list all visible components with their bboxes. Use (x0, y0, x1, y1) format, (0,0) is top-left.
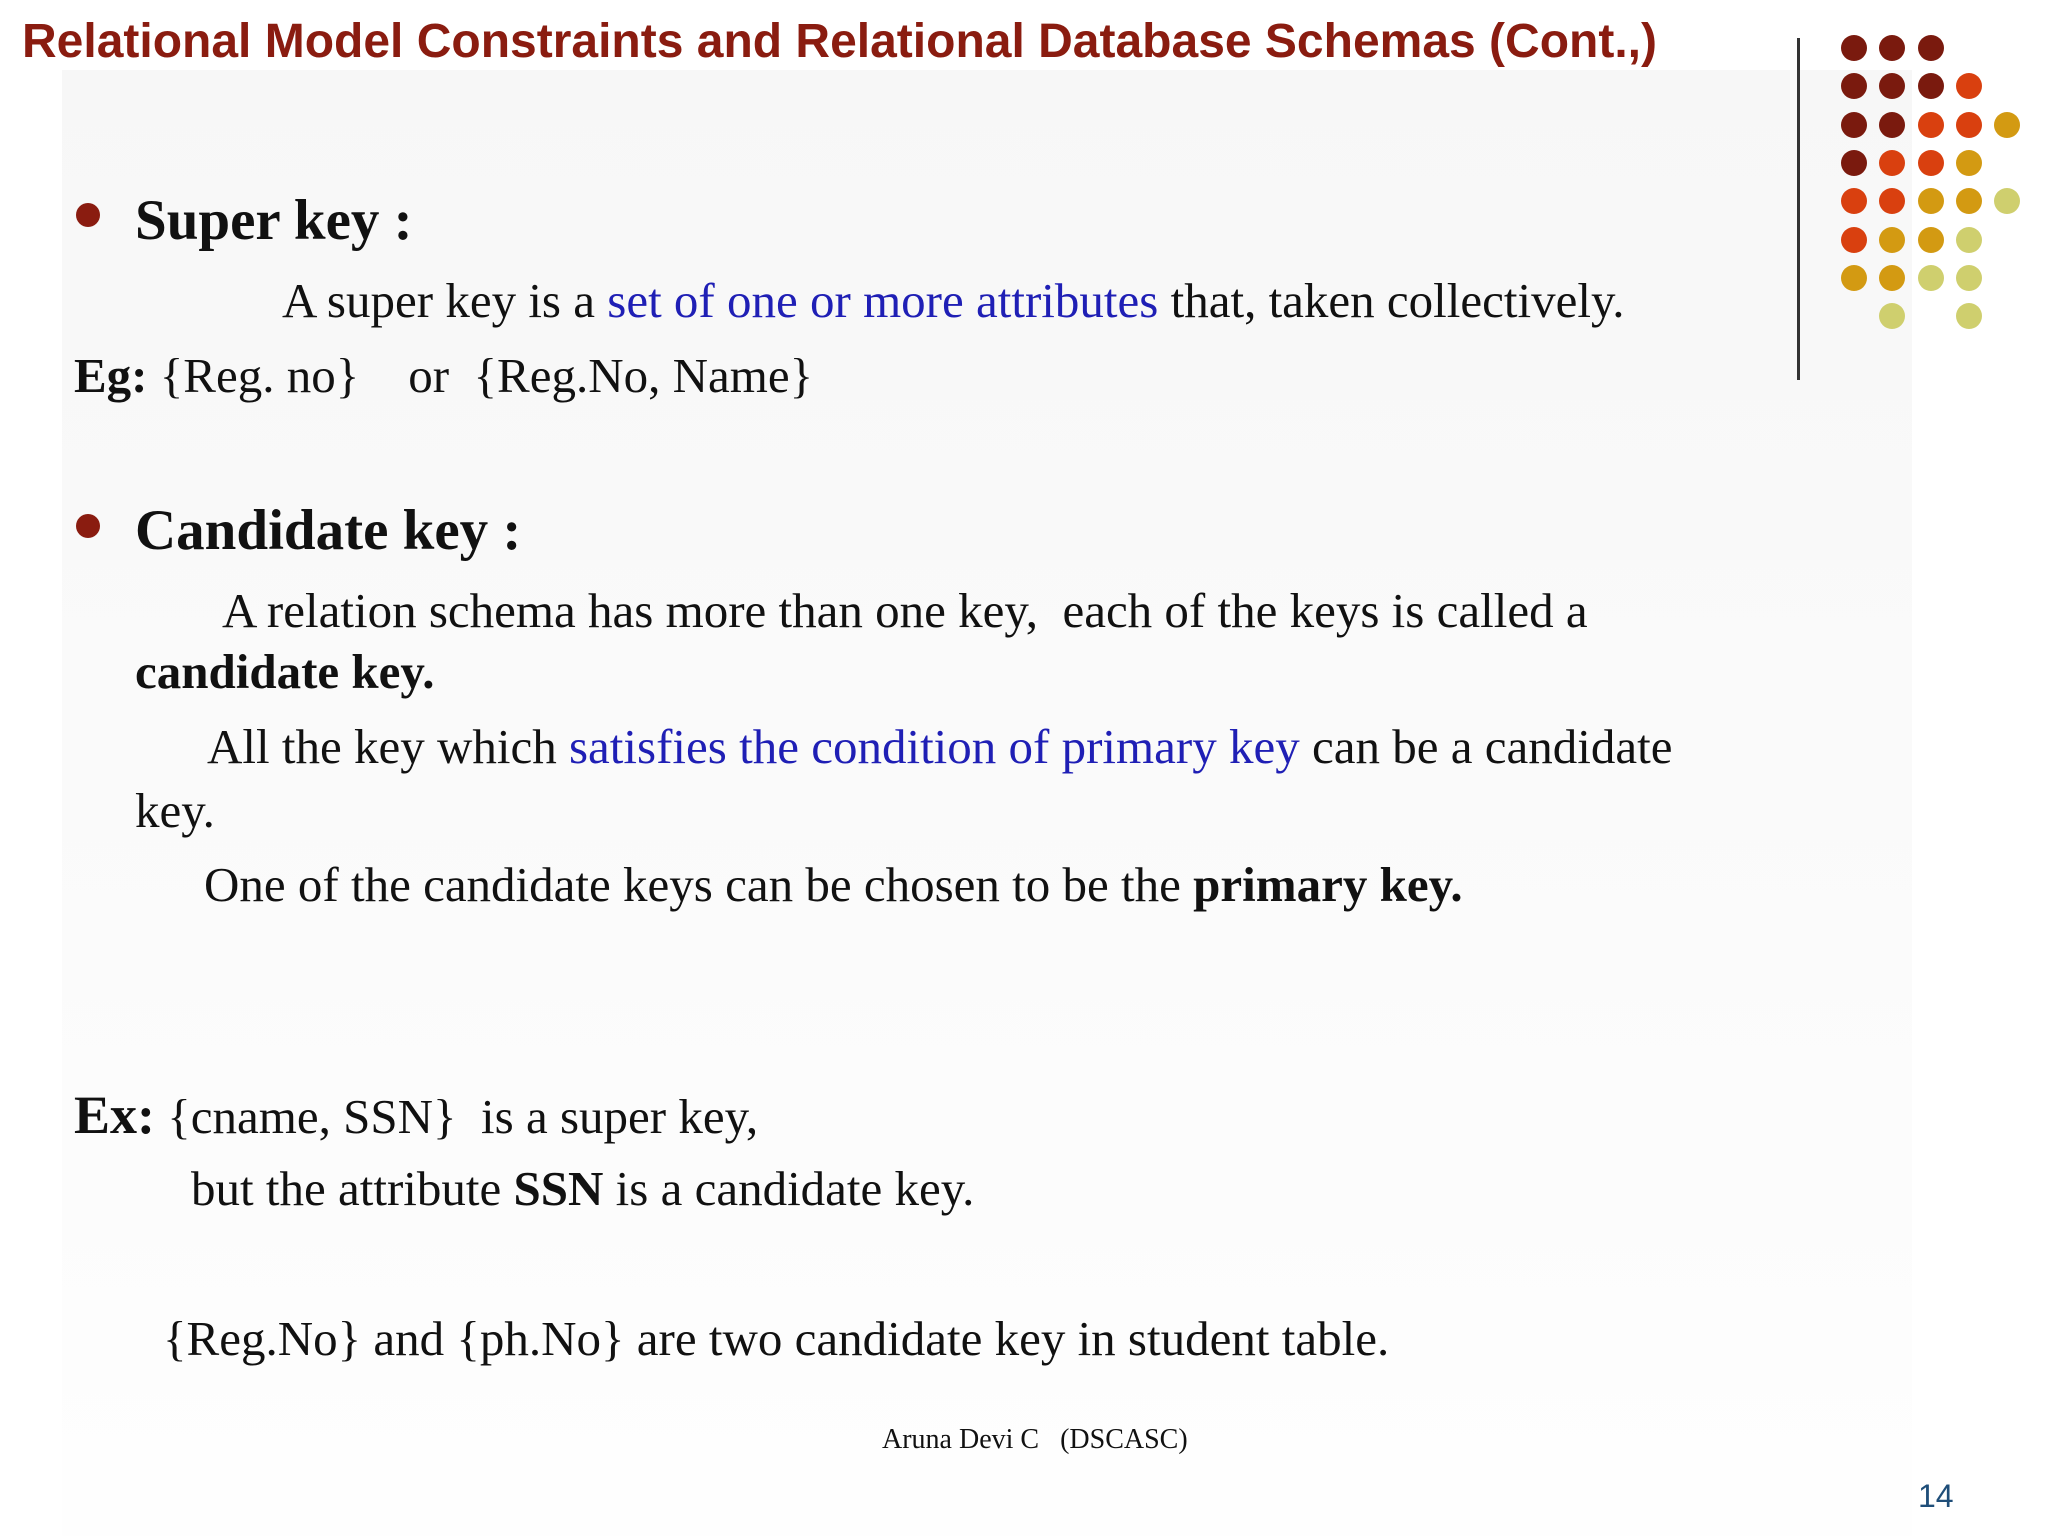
bullet-super-key (76, 203, 100, 227)
ex-line2-bold: SSN (513, 1161, 604, 1216)
decorative-dot (1956, 112, 1982, 138)
eg-text: {Reg. no} or {Reg.No, Name} (159, 348, 814, 403)
super-key-def-highlight: set of one or more attributes (607, 273, 1159, 328)
example-line-1 (74, 1084, 758, 1146)
decorative-dot (1841, 188, 1867, 214)
ex-line1-text: {cname, SSN} is a super key, (167, 1089, 759, 1144)
decorative-dot (1879, 150, 1905, 176)
p2-highlight: satisfies the condition of primary key (568, 719, 1300, 774)
decorative-dot (1918, 188, 1944, 214)
page-number: 14 (1918, 1478, 1954, 1514)
decorative-dot (1918, 150, 1944, 176)
decorative-dot (1918, 35, 1944, 61)
decorative-dot (1879, 188, 1905, 214)
decorative-dot (1841, 227, 1867, 253)
example-line-3: {Reg.No} and {ph.No} are two candidate key in student table. (163, 1311, 1390, 1366)
footer-author: Aruna Devi C (DSCASC) (882, 1424, 1188, 1455)
example-line-2 (191, 1160, 974, 1217)
decorative-dot (1956, 227, 1982, 253)
decorative-dot (1841, 35, 1867, 61)
decorative-dot (1841, 265, 1867, 291)
candidate-key-p1-bold: candidate key. (135, 644, 435, 699)
bullet-candidate-key (76, 514, 100, 538)
decorative-dot (1956, 188, 1982, 214)
ex-line2-prefix: but the attribute (191, 1161, 514, 1216)
super-key-definition (282, 272, 1625, 329)
candidate-key-p3 (204, 856, 1463, 913)
super-key-def-prefix: A super key is a (282, 273, 608, 328)
slide-title: Relational Model Constraints and Relational Database Schemas (Cont.,) (22, 15, 1657, 68)
decorative-dot (1994, 112, 2020, 138)
decorative-dot (1956, 303, 1982, 329)
decorative-dot (1879, 112, 1905, 138)
decorative-dot (1841, 112, 1867, 138)
decorative-dot (1879, 35, 1905, 61)
super-key-def-suffix: that, taken collectively. (1158, 273, 1625, 328)
p2-suffix: can be a candidate (1299, 719, 1673, 774)
decorative-dot (1918, 73, 1944, 99)
decorative-dot (1918, 227, 1944, 253)
p2-prefix: All the key which (207, 719, 569, 774)
decorative-dot (1879, 265, 1905, 291)
decorative-dot (1956, 73, 1982, 99)
decorative-dot (1879, 227, 1905, 253)
decorative-dot (1918, 265, 1944, 291)
decorative-dot (1841, 73, 1867, 99)
decorative-dot (1841, 150, 1867, 176)
super-key-example (74, 347, 813, 404)
p3-bold: primary key. (1193, 857, 1463, 912)
ex-line2-suffix: is a candidate key. (603, 1161, 975, 1216)
decorative-dot (1879, 73, 1905, 99)
candidate-key-p2-cont: key. (135, 783, 215, 838)
p3-prefix: One of the candidate keys can be chosen to be the (204, 857, 1194, 912)
candidate-key-heading: Candidate key : (135, 499, 522, 562)
candidate-key-p1: A relation schema has more than one key, each of the keys is called a (222, 583, 1588, 638)
decorative-dot (1994, 188, 2020, 214)
candidate-key-p2 (207, 718, 1672, 775)
eg-label: Eg: (74, 348, 148, 403)
super-key-heading: Super key : (135, 189, 413, 252)
decorative-dot (1918, 112, 1944, 138)
decorative-dot (1956, 150, 1982, 176)
decorative-dot (1879, 303, 1905, 329)
ex-label: Ex: (74, 1085, 155, 1145)
decorative-dot (1956, 265, 1982, 291)
